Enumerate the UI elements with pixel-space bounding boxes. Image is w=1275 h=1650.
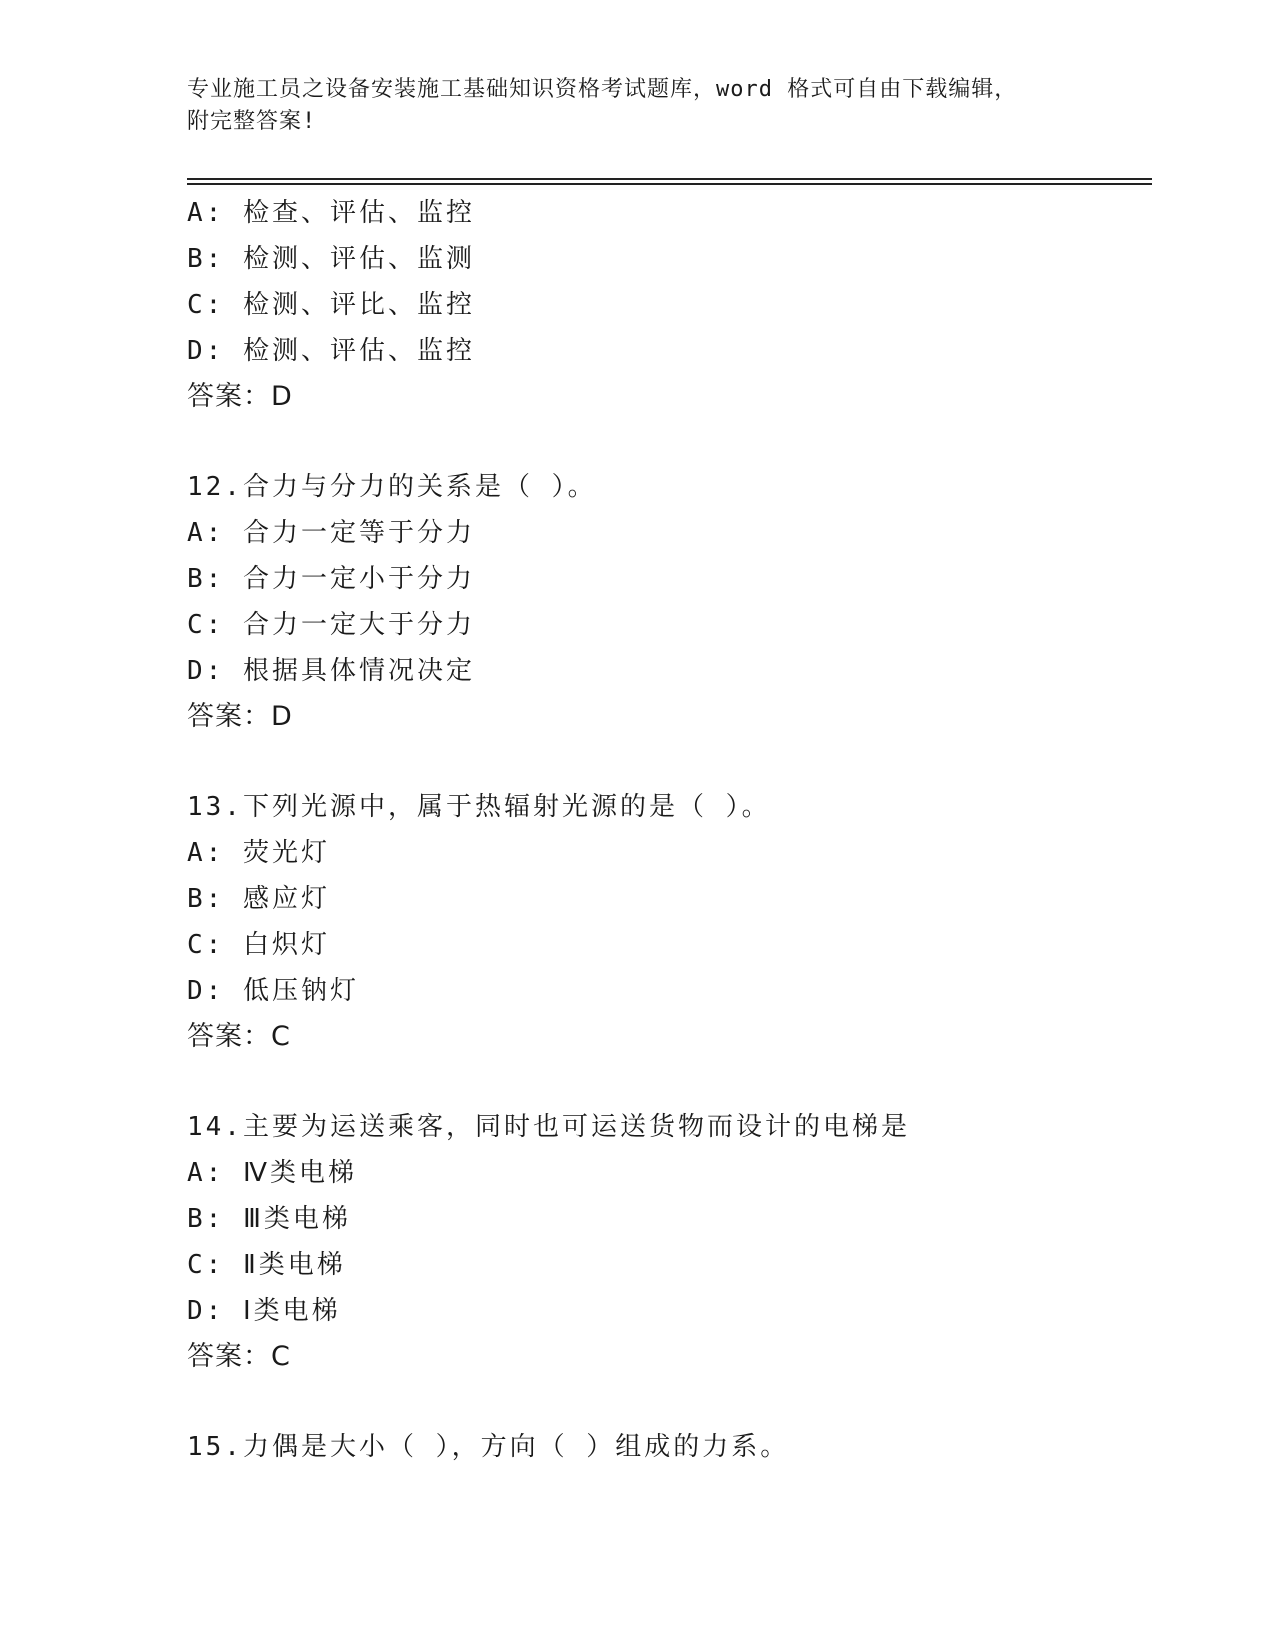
document-header [187, 74, 1087, 138]
answer-line: 答案：C [187, 1341, 291, 1372]
option-a: A: Ⅳ类电梯 [187, 1158, 357, 1188]
option-c: C: 检测、评比、监控 [187, 290, 475, 320]
answer-line: 答案：C [187, 1021, 291, 1052]
question-block-11 [187, 190, 1147, 420]
option-b: B: Ⅲ类电梯 [187, 1204, 351, 1234]
question-block-15 [187, 1424, 1147, 1470]
answer-line: 答案：D [187, 701, 293, 732]
question-block-14 [187, 1104, 1147, 1380]
answer-line: 答案：D [187, 381, 293, 412]
option-c: C: 白炽灯 [187, 930, 330, 960]
option-a: A: 检查、评估、监控 [187, 198, 475, 228]
question-text: 13.下列光源中，属于热辐射光源的是（ ）。 [187, 792, 771, 822]
question-text: 12.合力与分力的关系是（ ）。 [187, 472, 597, 502]
option-b: B: 检测、评估、监测 [187, 244, 475, 274]
option-a: A: 荧光灯 [187, 838, 330, 868]
option-d: D: 根据具体情况决定 [187, 656, 475, 686]
option-d: D: Ⅰ类电梯 [187, 1296, 341, 1326]
option-c: C: Ⅱ类电梯 [187, 1250, 346, 1280]
option-d: D: 检测、评估、监控 [187, 336, 475, 366]
header-line-1: 专业施工员之设备安装施工基础知识资格考试题库，word 格式可自由下载编辑， [187, 77, 1018, 102]
question-list [187, 190, 1147, 1470]
header-divider-top [187, 178, 1152, 180]
option-b: B: 感应灯 [187, 884, 330, 914]
option-a: A: 合力一定等于分力 [187, 518, 475, 548]
option-b: B: 合力一定小于分力 [187, 564, 475, 594]
option-d: D: 低压钠灯 [187, 976, 359, 1006]
question-block-13 [187, 784, 1147, 1060]
question-text: 15.力偶是大小（ ），方向（ ）组成的力系。 [187, 1432, 790, 1462]
option-c: C: 合力一定大于分力 [187, 610, 475, 640]
question-text: 14.主要为运送乘客，同时也可运送货物而设计的电梯是 [187, 1112, 910, 1142]
header-line-2: 附完整答案! [187, 109, 317, 134]
header-divider-bottom [187, 183, 1152, 185]
question-block-12 [187, 464, 1147, 740]
